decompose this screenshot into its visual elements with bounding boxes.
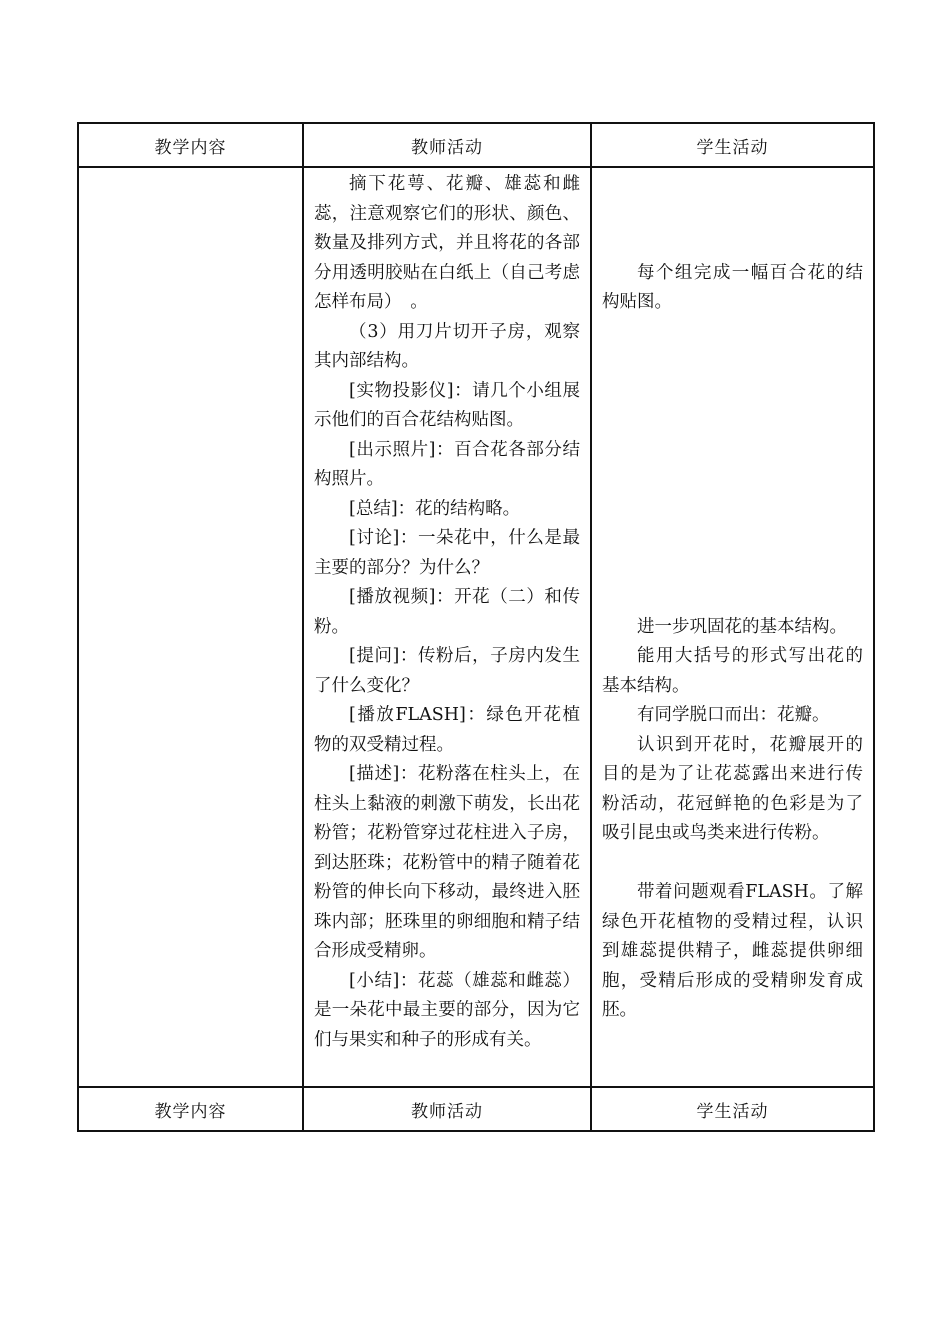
teacher-paragraph: [播放视频]：开花（二）和传粉。 [314, 587, 580, 637]
table-header-row [78, 123, 874, 167]
student-paragraph: 进一步巩固花的基本结构。 [637, 616, 847, 637]
header-teaching-content: 教学内容 [78, 123, 303, 167]
student-paragraph: 能用大括号的形式写出花的基本结构。 [602, 646, 863, 696]
teacher-paragraph: [出示照片]：百合花各部分结构照片。 [314, 439, 580, 489]
student-paragraph: 带着问题观看FLASH。了解绿色开花植物的受精过程，认识到雄蕊提供精子，雌蕊提供卵细胞，受精后形成的受精卵发育成胚。 [602, 882, 863, 1020]
header-teacher-activity: 教师活动 [303, 123, 591, 167]
teacher-paragraph: [小结]：花蕊（雄蕊和雌蕊）是一朵花中最主要的部分，因为它们与果实和种子的形成有关。 [314, 970, 580, 1050]
student-paragraph: 有同学脱口而出：花瓣。 [637, 705, 830, 725]
teacher-paragraph: （3）用刀片切开子房，观察其内部结构。 [314, 321, 580, 371]
teacher-paragraph: [讨论]：一朵花中，什么是最主要的部分？为什么？ [314, 528, 580, 578]
student-paragraph: 认识到开花时，花瓣展开的目的是为了让花蕊露出来进行传粉活动，花冠鲜艳的色彩是为了吸引昆虫或鸟类来进行传粉。 [602, 734, 863, 843]
header-student-activity: 学生活动 [591, 123, 874, 167]
table-body-row [78, 167, 874, 1087]
student-activity-cell [591, 167, 874, 1087]
teacher-paragraph: 摘下花萼、花瓣、雄蕊和雌蕊，注意观察它们的形状、颜色、数量及排列方式，并且将花的各部分用透明胶贴在白纸上（自己考虑怎样布局） 。 [314, 174, 580, 312]
footer-teacher-activity: 教师活动 [303, 1087, 591, 1131]
teacher-paragraph: [实物投影仪]：请几个小组展示他们的百合花结构贴图。 [314, 380, 580, 430]
footer-student-activity: 学生活动 [591, 1087, 874, 1131]
teacher-paragraph: [描述]：花粉落在柱头上，在柱头上黏液的刺激下萌发，长出花粉管；花粉管穿过花柱进入子房，到达胚珠；花粉管中的精子随着花粉管的伸长向下移动，最终进入胚珠内部；胚珠里的卵细胞和精子结合形成受精卵。 [314, 764, 580, 961]
lesson-plan-table [77, 122, 875, 1132]
table-footer-row [78, 1087, 874, 1131]
teacher-activity-cell [303, 167, 591, 1087]
teaching-content-cell [78, 167, 303, 1087]
student-paragraph: 每个组完成一幅百合花的结构贴图。 [602, 262, 863, 312]
footer-teaching-content: 教学内容 [78, 1087, 303, 1131]
teacher-paragraph: [总结]：花的结构略。 [349, 498, 521, 519]
teacher-paragraph: [提问]：传粉后，子房内发生了什么变化？ [314, 646, 580, 696]
teacher-paragraph: [播放FLASH]：绿色开花植物的双受精过程。 [314, 705, 580, 755]
